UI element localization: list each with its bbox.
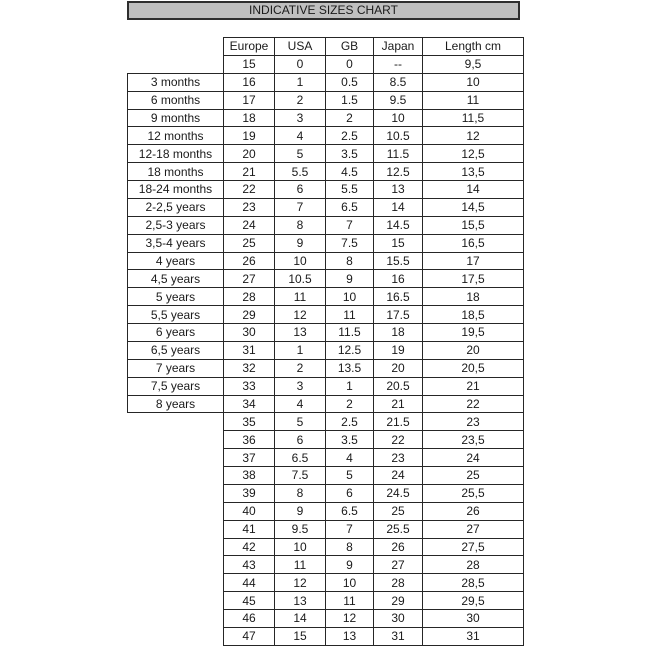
- age-cell: 12-18 months: [128, 145, 224, 163]
- europe-cell: 21: [224, 163, 275, 181]
- usa-cell: 7: [275, 198, 326, 216]
- age-cell: [128, 610, 224, 628]
- table-row: [128, 467, 524, 485]
- japan-cell: 12.5: [374, 163, 423, 181]
- gb-cell: 3.5: [326, 431, 374, 449]
- table-row: [128, 145, 524, 163]
- gb-cell: 6.5: [326, 502, 374, 520]
- length-cell: 26: [423, 502, 524, 520]
- age-cell: [128, 556, 224, 574]
- table-row: [128, 538, 524, 556]
- length-cell: 27,5: [423, 538, 524, 556]
- age-cell: 12 months: [128, 127, 224, 145]
- usa-cell: 5.5: [275, 163, 326, 181]
- age-cell: 18-24 months: [128, 181, 224, 199]
- europe-cell: 22: [224, 181, 275, 199]
- age-cell: [128, 627, 224, 645]
- gb-cell: 0.5: [326, 73, 374, 91]
- age-cell: [128, 520, 224, 538]
- length-cell: 18,5: [423, 306, 524, 324]
- length-cell: 25: [423, 467, 524, 485]
- japan-cell: 23: [374, 449, 423, 467]
- usa-cell: 11: [275, 556, 326, 574]
- length-cell: 28: [423, 556, 524, 574]
- length-cell: 21: [423, 377, 524, 395]
- europe-cell: 27: [224, 270, 275, 288]
- length-cell: 12: [423, 127, 524, 145]
- table-row: [128, 574, 524, 592]
- japan-cell: 22: [374, 431, 423, 449]
- europe-cell: 30: [224, 324, 275, 342]
- gb-cell: 2: [326, 109, 374, 127]
- length-cell: 19,5: [423, 324, 524, 342]
- europe-cell: 33: [224, 377, 275, 395]
- table-row: [128, 431, 524, 449]
- gb-cell: 9: [326, 556, 374, 574]
- age-cell: 7 years: [128, 359, 224, 377]
- europe-cell: 37: [224, 449, 275, 467]
- usa-cell: 2: [275, 91, 326, 109]
- length-cell: 29,5: [423, 592, 524, 610]
- table-row: [128, 73, 524, 91]
- header-cell-europe: Europe: [224, 38, 275, 56]
- europe-cell: 40: [224, 502, 275, 520]
- usa-cell: 10.5: [275, 270, 326, 288]
- gb-cell: 2: [326, 395, 374, 413]
- header-cell-japan: Japan: [374, 38, 423, 56]
- length-cell: 11,5: [423, 109, 524, 127]
- europe-cell: 26: [224, 252, 275, 270]
- sizes-table-body: [128, 38, 524, 646]
- europe-cell: 38: [224, 467, 275, 485]
- japan-cell: 19: [374, 341, 423, 359]
- japan-cell: 16: [374, 270, 423, 288]
- japan-cell: 31: [374, 627, 423, 645]
- japan-cell: 10: [374, 109, 423, 127]
- usa-cell: 7.5: [275, 467, 326, 485]
- table-row: [128, 288, 524, 306]
- europe-cell: 28: [224, 288, 275, 306]
- header-row: [128, 38, 524, 56]
- age-cell: 8 years: [128, 395, 224, 413]
- europe-cell: 17: [224, 91, 275, 109]
- table-row: [128, 627, 524, 645]
- usa-cell: 12: [275, 574, 326, 592]
- length-cell: 16,5: [423, 234, 524, 252]
- japan-cell: 13: [374, 181, 423, 199]
- usa-cell: 13: [275, 592, 326, 610]
- length-cell: 14,5: [423, 198, 524, 216]
- table-row: [128, 198, 524, 216]
- japan-cell: 11.5: [374, 145, 423, 163]
- japan-cell: 8.5: [374, 73, 423, 91]
- length-cell: 25,5: [423, 484, 524, 502]
- japan-cell: 20: [374, 359, 423, 377]
- header-cell-usa: USA: [275, 38, 326, 56]
- age-cell: 6,5 years: [128, 341, 224, 359]
- age-header-spacer: [128, 38, 224, 56]
- gb-cell: 12: [326, 610, 374, 628]
- length-cell: 22: [423, 395, 524, 413]
- length-cell: 20: [423, 341, 524, 359]
- header-cell-length: Length cm: [423, 38, 524, 56]
- gb-cell: 6.5: [326, 198, 374, 216]
- usa-cell: 3: [275, 109, 326, 127]
- usa-cell: 1: [275, 341, 326, 359]
- length-cell: 23,5: [423, 431, 524, 449]
- japan-cell: 14: [374, 198, 423, 216]
- age-cell: [128, 592, 224, 610]
- gb-cell: 11: [326, 592, 374, 610]
- table-row: [128, 556, 524, 574]
- gb-cell: 1.5: [326, 91, 374, 109]
- usa-cell: 0: [275, 55, 326, 73]
- europe-cell: 23: [224, 198, 275, 216]
- gb-cell: 12.5: [326, 341, 374, 359]
- usa-cell: 11: [275, 288, 326, 306]
- table-row: [128, 181, 524, 199]
- japan-cell: 14.5: [374, 216, 423, 234]
- age-cell: [128, 484, 224, 502]
- gb-cell: 13: [326, 627, 374, 645]
- length-cell: 12,5: [423, 145, 524, 163]
- table-row: [128, 270, 524, 288]
- table-row: [128, 306, 524, 324]
- length-cell: 30: [423, 610, 524, 628]
- table-row: [128, 484, 524, 502]
- japan-cell: 28: [374, 574, 423, 592]
- table-row: [128, 163, 524, 181]
- length-cell: 20,5: [423, 359, 524, 377]
- length-cell: 9,5: [423, 55, 524, 73]
- age-cell: [128, 502, 224, 520]
- length-cell: 28,5: [423, 574, 524, 592]
- usa-cell: 10: [275, 252, 326, 270]
- europe-cell: 47: [224, 627, 275, 645]
- length-cell: 14: [423, 181, 524, 199]
- sizes-table: [127, 37, 524, 646]
- gb-cell: 4: [326, 449, 374, 467]
- gb-cell: 0: [326, 55, 374, 73]
- usa-cell: 5: [275, 145, 326, 163]
- europe-cell: 16: [224, 73, 275, 91]
- usa-cell: 4: [275, 395, 326, 413]
- age-cell: [128, 538, 224, 556]
- age-cell: [128, 467, 224, 485]
- usa-cell: 9: [275, 234, 326, 252]
- length-cell: 13,5: [423, 163, 524, 181]
- usa-cell: 14: [275, 610, 326, 628]
- europe-cell: 41: [224, 520, 275, 538]
- length-cell: 18: [423, 288, 524, 306]
- usa-cell: 9: [275, 502, 326, 520]
- usa-cell: 13: [275, 324, 326, 342]
- table-row: [128, 520, 524, 538]
- length-cell: 11: [423, 91, 524, 109]
- usa-cell: 5: [275, 413, 326, 431]
- usa-cell: 4: [275, 127, 326, 145]
- gb-cell: 11.5: [326, 324, 374, 342]
- europe-cell: 42: [224, 538, 275, 556]
- gb-cell: 7: [326, 520, 374, 538]
- europe-cell: 34: [224, 395, 275, 413]
- europe-cell: 19: [224, 127, 275, 145]
- age-cell: [128, 413, 224, 431]
- europe-cell: 25: [224, 234, 275, 252]
- gb-cell: 5: [326, 467, 374, 485]
- length-cell: 23: [423, 413, 524, 431]
- usa-cell: 9.5: [275, 520, 326, 538]
- age-cell: [128, 431, 224, 449]
- table-row: [128, 55, 524, 73]
- length-cell: 27: [423, 520, 524, 538]
- europe-cell: 43: [224, 556, 275, 574]
- japan-cell: 10.5: [374, 127, 423, 145]
- gb-cell: 10: [326, 574, 374, 592]
- gb-cell: 5.5: [326, 181, 374, 199]
- japan-cell: 26: [374, 538, 423, 556]
- table-row: [128, 449, 524, 467]
- europe-cell: 45: [224, 592, 275, 610]
- table-row: [128, 341, 524, 359]
- age-cell: 4 years: [128, 252, 224, 270]
- japan-cell: 24: [374, 467, 423, 485]
- europe-cell: 46: [224, 610, 275, 628]
- japan-cell: 25.5: [374, 520, 423, 538]
- japan-cell: 25: [374, 502, 423, 520]
- usa-cell: 2: [275, 359, 326, 377]
- europe-cell: 31: [224, 341, 275, 359]
- length-cell: 17,5: [423, 270, 524, 288]
- europe-cell: 32: [224, 359, 275, 377]
- age-cell: [128, 55, 224, 73]
- usa-cell: 8: [275, 216, 326, 234]
- japan-cell: 16.5: [374, 288, 423, 306]
- europe-cell: 15: [224, 55, 275, 73]
- europe-cell: 39: [224, 484, 275, 502]
- age-cell: 6 years: [128, 324, 224, 342]
- japan-cell: 30: [374, 610, 423, 628]
- japan-cell: 15.5: [374, 252, 423, 270]
- table-row: [128, 109, 524, 127]
- age-cell: [128, 574, 224, 592]
- length-cell: 24: [423, 449, 524, 467]
- length-cell: 17: [423, 252, 524, 270]
- japan-cell: 24.5: [374, 484, 423, 502]
- gb-cell: 9: [326, 270, 374, 288]
- table-row: [128, 252, 524, 270]
- gb-cell: 3.5: [326, 145, 374, 163]
- age-cell: 2-2,5 years: [128, 198, 224, 216]
- japan-cell: 17.5: [374, 306, 423, 324]
- gb-cell: 10: [326, 288, 374, 306]
- japan-cell: 18: [374, 324, 423, 342]
- table-row: [128, 413, 524, 431]
- age-cell: 6 months: [128, 91, 224, 109]
- table-row: [128, 592, 524, 610]
- usa-cell: 6: [275, 181, 326, 199]
- usa-cell: 12: [275, 306, 326, 324]
- age-cell: 7,5 years: [128, 377, 224, 395]
- usa-cell: 10: [275, 538, 326, 556]
- age-cell: 3,5-4 years: [128, 234, 224, 252]
- age-cell: 5 years: [128, 288, 224, 306]
- europe-cell: 29: [224, 306, 275, 324]
- table-row: [128, 234, 524, 252]
- gb-cell: 1: [326, 377, 374, 395]
- gb-cell: 8: [326, 538, 374, 556]
- japan-cell: 29: [374, 592, 423, 610]
- japan-cell: 20.5: [374, 377, 423, 395]
- usa-cell: 1: [275, 73, 326, 91]
- age-cell: 18 months: [128, 163, 224, 181]
- table-row: [128, 216, 524, 234]
- table-row: [128, 324, 524, 342]
- japan-cell: 9.5: [374, 91, 423, 109]
- gb-cell: 13.5: [326, 359, 374, 377]
- chart-title: INDICATIVE SIZES CHART: [127, 1, 520, 20]
- age-cell: [128, 449, 224, 467]
- length-cell: 10: [423, 73, 524, 91]
- gb-cell: 11: [326, 306, 374, 324]
- gb-cell: 2.5: [326, 413, 374, 431]
- gb-cell: 2.5: [326, 127, 374, 145]
- gb-cell: 7: [326, 216, 374, 234]
- gb-cell: 8: [326, 252, 374, 270]
- europe-cell: 20: [224, 145, 275, 163]
- table-row: [128, 127, 524, 145]
- table-row: [128, 377, 524, 395]
- usa-cell: 6.5: [275, 449, 326, 467]
- europe-cell: 44: [224, 574, 275, 592]
- usa-cell: 15: [275, 627, 326, 645]
- table-row: [128, 610, 524, 628]
- gb-cell: 4.5: [326, 163, 374, 181]
- usa-cell: 8: [275, 484, 326, 502]
- age-cell: 5,5 years: [128, 306, 224, 324]
- table-row: [128, 502, 524, 520]
- length-cell: 31: [423, 627, 524, 645]
- europe-cell: 36: [224, 431, 275, 449]
- gb-cell: 7.5: [326, 234, 374, 252]
- gb-cell: 6: [326, 484, 374, 502]
- japan-cell: 21.5: [374, 413, 423, 431]
- table-row: [128, 359, 524, 377]
- europe-cell: 35: [224, 413, 275, 431]
- age-cell: 4,5 years: [128, 270, 224, 288]
- japan-cell: 21: [374, 395, 423, 413]
- table-row: [128, 91, 524, 109]
- europe-cell: 24: [224, 216, 275, 234]
- age-cell: 9 months: [128, 109, 224, 127]
- usa-cell: 3: [275, 377, 326, 395]
- europe-cell: 18: [224, 109, 275, 127]
- length-cell: 15,5: [423, 216, 524, 234]
- table-row: [128, 395, 524, 413]
- japan-cell: --: [374, 55, 423, 73]
- japan-cell: 27: [374, 556, 423, 574]
- japan-cell: 15: [374, 234, 423, 252]
- header-cell-gb: GB: [326, 38, 374, 56]
- age-cell: 2,5-3 years: [128, 216, 224, 234]
- usa-cell: 6: [275, 431, 326, 449]
- age-cell: 3 months: [128, 73, 224, 91]
